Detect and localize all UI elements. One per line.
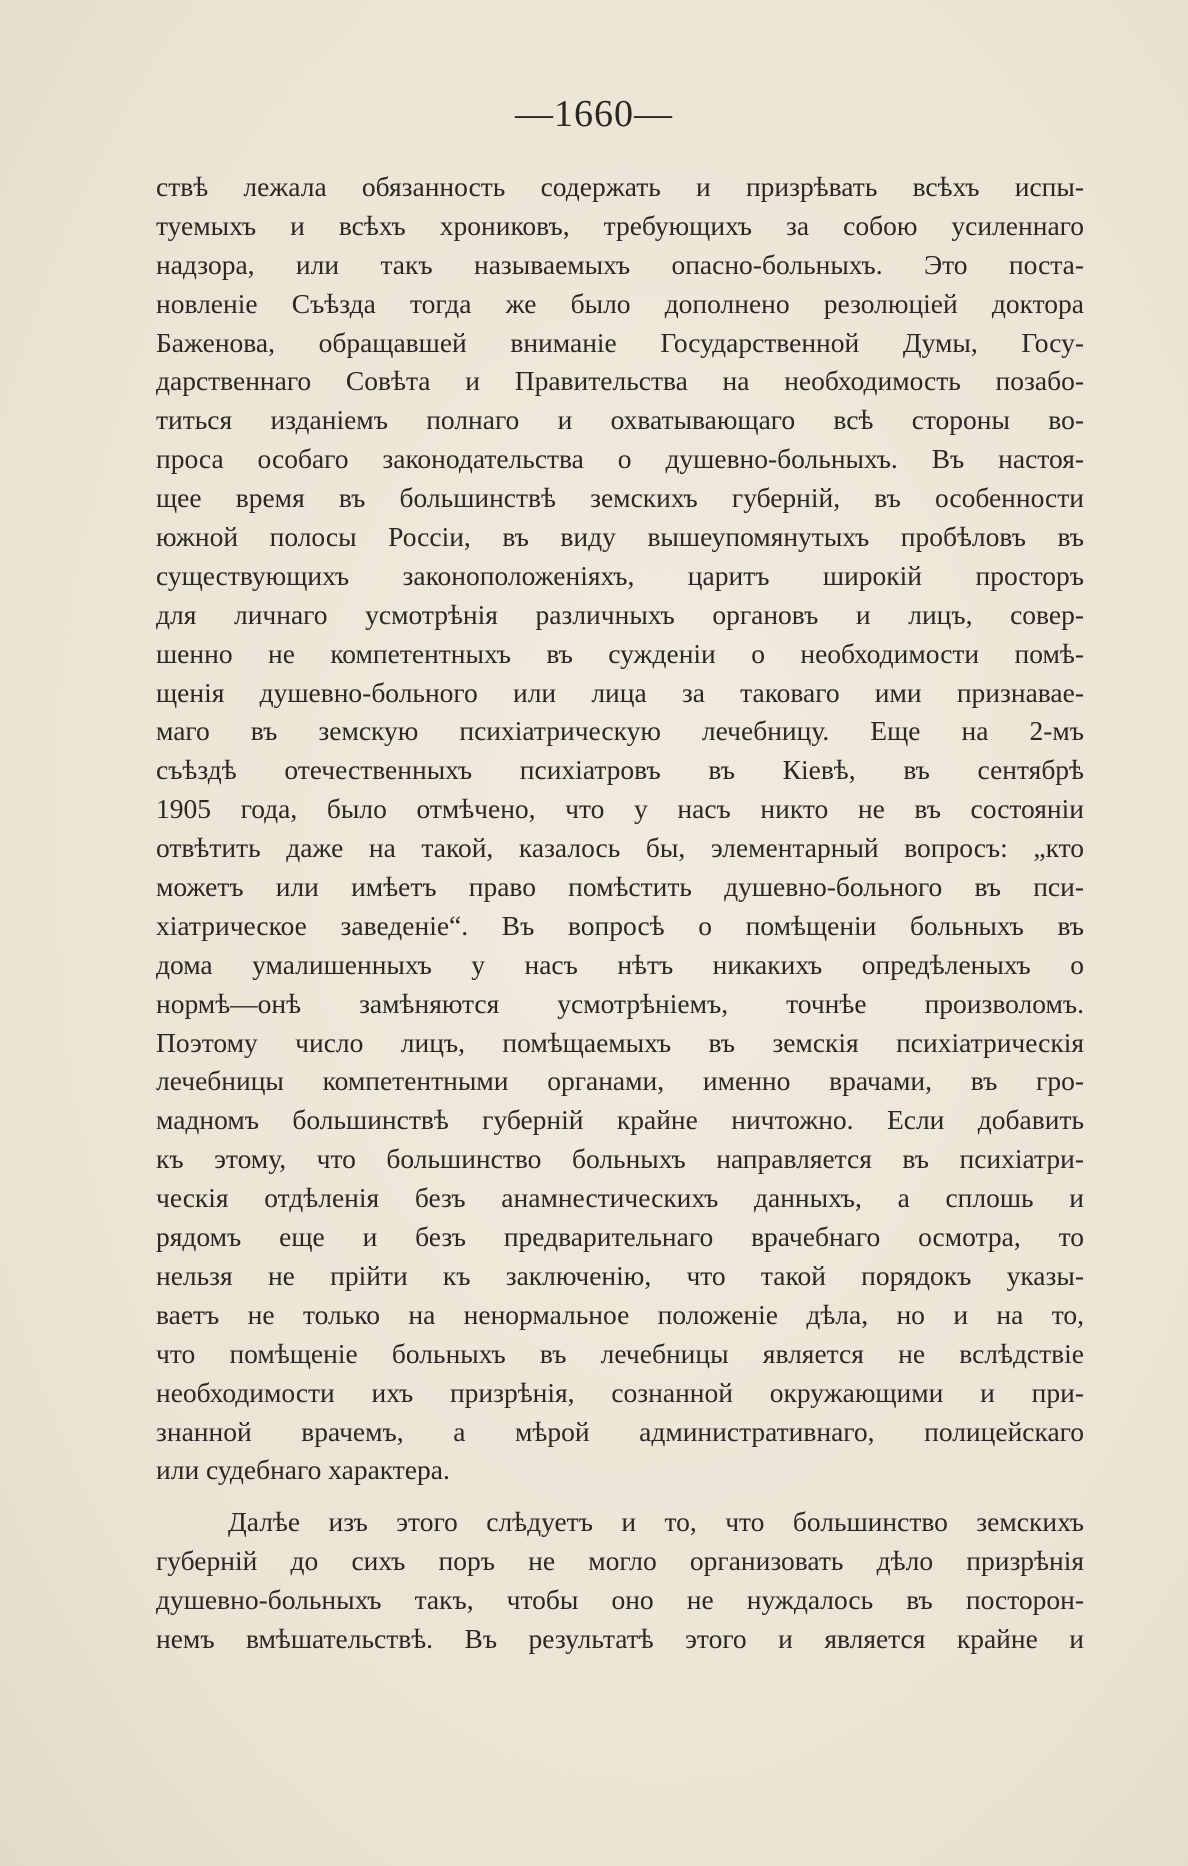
text-line: хіатрическое заведеніе“. Въ вопросѣ о помѣщеніи больныхъ въ — [156, 909, 1084, 941]
text-line: нормѣ—онѣ замѣняются усмотрѣніемъ, точнѣе произволомъ. — [156, 987, 1084, 1019]
text-line: ваетъ не только на ненормальное положеніе дѣла, но и на то, — [156, 1298, 1084, 1330]
text-line: рядомъ еще и безъ предварительнаго врачебнаго осмотра, то — [156, 1221, 1084, 1253]
text-line: лечебницы компетентными органами, именно врачами, въ гро- — [156, 1065, 1084, 1097]
text-line: ствѣ лежала обязанность содержать и призрѣвать всѣхъ испы- — [156, 171, 1084, 202]
text-line: что помѣщеніе больныхъ въ лечебницы является не вслѣдствіе — [156, 1337, 1084, 1369]
text-line: знанной врачемъ, а мѣрой административнаго, полицейскаго — [156, 1415, 1084, 1447]
text-line: Поэтому число лицъ, помѣщаемыхъ въ земскія психіатрическія — [156, 1026, 1084, 1058]
body-text — [156, 168, 1084, 1659]
text-line: титься изданіемъ полнаго и охватывающаго всѣ стороны во- — [156, 404, 1084, 436]
text-line: дарственнаго Совѣта и Правительства на необходимость позабо- — [156, 365, 1084, 397]
text-line: существующихъ законоположеніяхъ, царитъ широкій просторъ — [156, 559, 1084, 591]
text-line: немъ вмѣшательствѣ. Въ результатѣ этого и является крайне и — [156, 1622, 1084, 1654]
text-line: или судебнаго характера. — [156, 1454, 450, 1486]
text-line: Далѣе изъ этого слѣдуетъ и то, что большинство земскихъ — [228, 1506, 1084, 1538]
text-line: маго въ земскую психіатрическую лечебницу. Еще на 2-мъ — [156, 715, 1084, 747]
paragraph-gap — [156, 1490, 1084, 1503]
text-line: туемыхъ и всѣхъ хрониковъ, требующихъ за собою усиленнаго — [156, 209, 1084, 241]
text-line: губерній до сихъ поръ не могло организовать дѣло призрѣнія — [156, 1545, 1084, 1577]
text-line: надзора, или такъ называемыхъ опасно-больныхъ. Это поста- — [156, 248, 1084, 280]
text-line: новленіе Съѣзда тогда же было дополнено резолюціей доктора — [156, 287, 1084, 319]
text-line: можетъ или имѣетъ право помѣстить душевно-больного въ пси- — [156, 871, 1084, 903]
text-line: щее время въ большинствѣ земскихъ губерній, въ особенности — [156, 482, 1084, 514]
text-line: отвѣтить даже на такой, казалось бы, элементарный вопросъ: „кто — [156, 832, 1084, 864]
paragraph-1 — [156, 168, 1084, 1490]
paragraph-2 — [156, 1503, 1084, 1659]
text-line: Баженова, обращавшей вниманіе Государственной Думы, Госу- — [156, 326, 1084, 358]
text-line: къ этому, что большинство больныхъ направляется въ психіатри- — [156, 1143, 1084, 1175]
text-line: проса особаго законодательства о душевно-больныхъ. Въ настоя- — [156, 443, 1084, 475]
text-line: 1905 года, было отмѣчено, что у насъ никто не въ состояніи — [156, 793, 1084, 825]
text-line: необходимости ихъ призрѣнія, сознанной окружающими и при- — [156, 1376, 1084, 1408]
text-line: нельзя не прійти къ заключенію, что такой порядокъ указы- — [156, 1259, 1084, 1291]
text-line: душевно-больныхъ такъ, чтобы оно не нуждалось въ посторон- — [156, 1584, 1084, 1616]
page-number: —1660— — [515, 93, 673, 135]
text-line: шенно не компетентныхъ въ сужденіи о необходимости помѣ- — [156, 637, 1084, 669]
text-line: съѣздѣ отечественныхъ психіатровъ въ Кіевѣ, въ сентябрѣ — [156, 754, 1084, 786]
text-line: дома умалишенныхъ у насъ нѣтъ никакихъ опредѣленыхъ о — [156, 948, 1084, 980]
text-line: мадномъ большинствѣ губерній крайне ничтожно. Если добавить — [156, 1104, 1084, 1136]
text-line: щенія душевно-больного или лица за таковаго ими признавае- — [156, 676, 1084, 708]
text-line: ческія отдѣленія безъ анамнестическихъ данныхъ, а сплошь и — [156, 1182, 1084, 1214]
text-line: южной полосы Россіи, въ виду вышеупомянутыхъ пробѣловъ въ — [156, 521, 1084, 553]
text-line: для личнаго усмотрѣнія различныхъ органовъ и лицъ, совер- — [156, 598, 1084, 630]
